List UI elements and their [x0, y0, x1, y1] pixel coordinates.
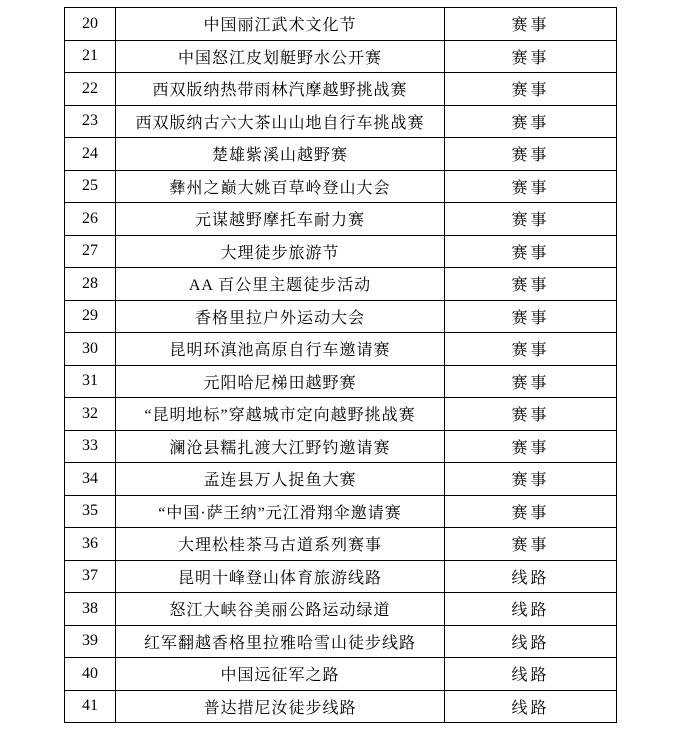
event-name-cell: “中国·萨王纳”元江滑翔伞邀请赛 [116, 495, 445, 528]
event-name-cell: 中国远征军之路 [116, 658, 445, 691]
event-name-cell: 怒江大峡谷美丽公路运动绿道 [116, 593, 445, 626]
table-row [65, 170, 617, 203]
row-number-cell: 33 [65, 430, 116, 463]
row-number-cell: 26 [65, 203, 116, 236]
table-row [65, 300, 617, 333]
table-row [65, 398, 617, 431]
category-cell: 赛事 [445, 203, 617, 236]
category-cell: 赛事 [445, 73, 617, 106]
event-name-cell: 大理松桂茶马古道系列赛事 [116, 528, 445, 561]
table-row [65, 235, 617, 268]
events-table [64, 7, 617, 723]
table-row [65, 495, 617, 528]
events-table-body [65, 8, 617, 723]
row-number-cell: 27 [65, 235, 116, 268]
category-cell: 线路 [445, 658, 617, 691]
table-row [65, 40, 617, 73]
row-number-cell: 25 [65, 170, 116, 203]
table-row [65, 658, 617, 691]
event-name-cell: 楚雄紫溪山越野赛 [116, 138, 445, 171]
event-name-cell: AA 百公里主题徒步活动 [116, 268, 445, 301]
table-row [65, 625, 617, 658]
table-row [65, 105, 617, 138]
event-name-cell: 红军翻越香格里拉雅哈雪山徒步线路 [116, 625, 445, 658]
category-cell: 赛事 [445, 365, 617, 398]
event-name-cell: 彝州之巅大姚百草岭登山大会 [116, 170, 445, 203]
event-name-cell: 昆明十峰登山体育旅游线路 [116, 560, 445, 593]
table-row [65, 203, 617, 236]
event-name-cell: 元谋越野摩托车耐力赛 [116, 203, 445, 236]
event-name-cell: 普达措尼汝徒步线路 [116, 690, 445, 723]
row-number-cell: 28 [65, 268, 116, 301]
table-row [65, 73, 617, 106]
table-row [65, 463, 617, 496]
row-number-cell: 41 [65, 690, 116, 723]
category-cell: 赛事 [445, 105, 617, 138]
category-cell: 赛事 [445, 300, 617, 333]
event-name-cell: 西双版纳古六大茶山山地自行车挑战赛 [116, 105, 445, 138]
category-cell: 赛事 [445, 40, 617, 73]
row-number-cell: 35 [65, 495, 116, 528]
event-name-cell: 香格里拉户外运动大会 [116, 300, 445, 333]
table-row [65, 690, 617, 723]
table-row [65, 430, 617, 463]
category-cell: 赛事 [445, 398, 617, 431]
table-row [65, 268, 617, 301]
event-name-cell: 澜沧县糯扎渡大江野钓邀请赛 [116, 430, 445, 463]
category-cell: 赛事 [445, 463, 617, 496]
row-number-cell: 39 [65, 625, 116, 658]
category-cell: 赛事 [445, 495, 617, 528]
table-row [65, 8, 617, 41]
category-cell: 线路 [445, 690, 617, 723]
row-number-cell: 24 [65, 138, 116, 171]
table-row [65, 138, 617, 171]
category-cell: 赛事 [445, 138, 617, 171]
row-number-cell: 29 [65, 300, 116, 333]
row-number-cell: 37 [65, 560, 116, 593]
event-name-cell: “昆明地标”穿越城市定向越野挑战赛 [116, 398, 445, 431]
category-cell: 赛事 [445, 268, 617, 301]
category-cell: 线路 [445, 625, 617, 658]
category-cell: 赛事 [445, 8, 617, 41]
row-number-cell: 30 [65, 333, 116, 366]
category-cell: 赛事 [445, 235, 617, 268]
table-row [65, 593, 617, 626]
category-cell: 线路 [445, 560, 617, 593]
category-cell: 赛事 [445, 170, 617, 203]
event-name-cell: 西双版纳热带雨林汽摩越野挑战赛 [116, 73, 445, 106]
event-name-cell: 大理徒步旅游节 [116, 235, 445, 268]
event-name-cell: 中国丽江武术文化节 [116, 8, 445, 41]
category-cell: 线路 [445, 593, 617, 626]
event-name-cell: 元阳哈尼梯田越野赛 [116, 365, 445, 398]
category-cell: 赛事 [445, 430, 617, 463]
row-number-cell: 38 [65, 593, 116, 626]
table-row [65, 528, 617, 561]
category-cell: 赛事 [445, 333, 617, 366]
row-number-cell: 32 [65, 398, 116, 431]
event-name-cell: 中国怒江皮划艇野水公开赛 [116, 40, 445, 73]
row-number-cell: 23 [65, 105, 116, 138]
event-name-cell: 昆明环滇池高原自行车邀请赛 [116, 333, 445, 366]
category-cell: 赛事 [445, 528, 617, 561]
table-row [65, 560, 617, 593]
row-number-cell: 20 [65, 8, 116, 41]
row-number-cell: 31 [65, 365, 116, 398]
row-number-cell: 36 [65, 528, 116, 561]
row-number-cell: 21 [65, 40, 116, 73]
row-number-cell: 40 [65, 658, 116, 691]
row-number-cell: 22 [65, 73, 116, 106]
row-number-cell: 34 [65, 463, 116, 496]
table-row [65, 333, 617, 366]
table-row [65, 365, 617, 398]
event-name-cell: 孟连县万人捉鱼大赛 [116, 463, 445, 496]
